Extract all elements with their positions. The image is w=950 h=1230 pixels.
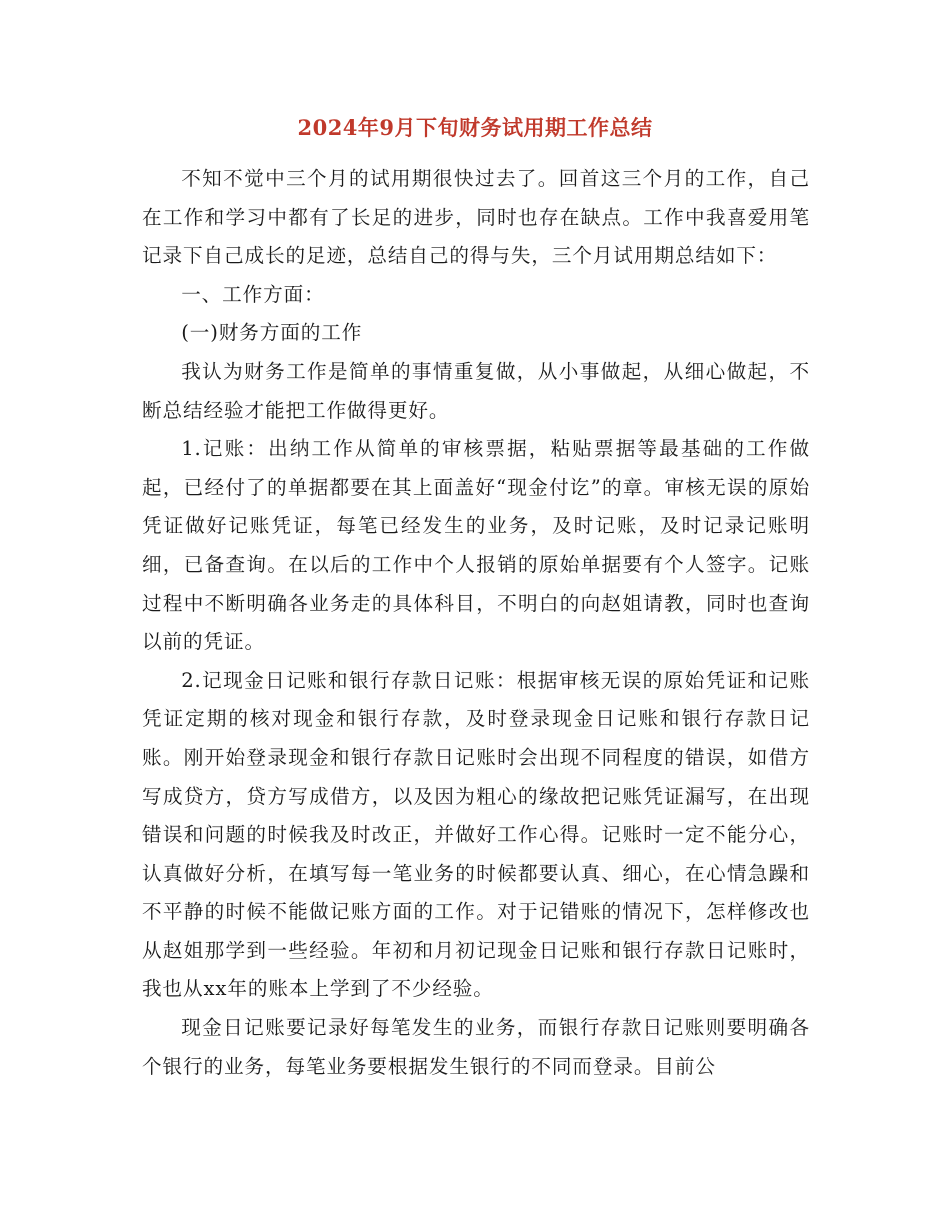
- paragraph-cash-journal: 现金日记账要记录好每笔发生的业务，而银行存款日记账则要明确各个银行的业务，每笔业务要根据发生银行的不同而登录。目前公: [142, 1016, 810, 1078]
- paragraph-bookkeeping: 1.记账：出纳工作从简单的审核票据，粘贴票据等最基础的工作做起，已经付了的单据都要在其上面盖好“现金付讫”的章。审核无误的原始凭证做好记账凭证，每笔已经发生的业务，及时记账，及时记录记账明细，已备查询。在以后的工作中个人报销的原始单据要有个人签字。记账过程中不断明确各业务走的具体科目，不明白的向赵姐请教，同时也查询以前的凭证。: [142, 437, 810, 654]
- document-title: 2024年9月下旬财务试用期工作总结: [297, 115, 653, 140]
- paragraph-finance-philosophy: 我认为财务工作是简单的事情重复做，从小事做起，从细心做起，不断总结经验才能把工作做得更好。: [142, 359, 810, 422]
- paragraph-intro: 不知不觉中三个月的试用期很快过去了。回首这三个月的工作，自己在工作和学习中都有了长足的进步，同时也存在缺点。工作中我喜爱用笔记录下自己成长的足迹，总结自己的得与失，三个月试用期总结如下：: [142, 167, 810, 268]
- paragraph-journals: 2.记现金日记账和银行存款日记账：根据审核无误的原始凭证和记账凭证定期的核对现金和银行存款，及时登录现金日记账和银行存款日记账。刚开始登录现金和银行存款日记账时会出现不同程度的错误，如借方写成贷方，贷方写成借方，以及因为粗心的缘故把记账凭证漏写，在出现错误和问题的时候我及时改正，并做好工作心得。记账时一定不能分心，认真做好分析，在填写每一笔业务的时候都要认真、细心，在心情急躁和不平静的时候不能做记账方面的工作。对于记错账的情况下，怎样修改也从赵姐那学到一些经验。年初和月初记现金日记账和银行存款日记账时，我也从xx年的账本上学到了不少经验。: [142, 668, 810, 1001]
- subheading-finance-work: (一)财务方面的工作: [181, 321, 363, 345]
- document-body: [142, 160, 810, 1086]
- heading-work-aspects: 一、工作方面：: [181, 282, 325, 306]
